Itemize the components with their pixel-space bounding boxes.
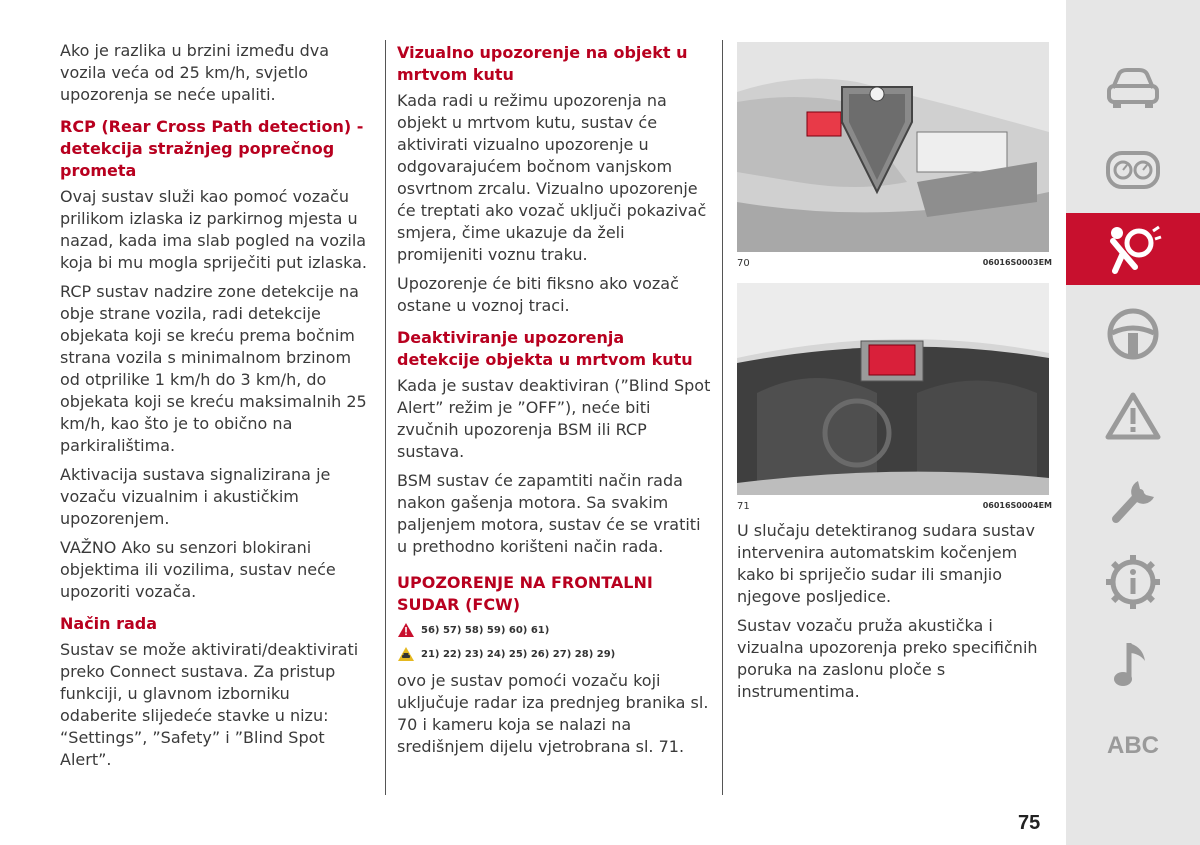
paragraph: VAŽNO Ako su senzori blokirani objektima ili vozilima, sustav neće upozoriti vozača. bbox=[60, 538, 336, 601]
heading-rcp: RCP (Rear Cross Path detection) - detekcija stražnjeg poprečnog prometa bbox=[60, 117, 364, 180]
paragraph: ovo je sustav pomoći vozaču koji uključuje radar iza prednjeg branika sl. 70 i kameru koja se nalazi na središnjem dijelu vjetrobrana sl. 71. bbox=[397, 671, 709, 756]
dashboard-icon[interactable] bbox=[1066, 134, 1200, 206]
warning-ref-list: 56) 57) 58) 59) 60) 61) bbox=[421, 624, 550, 636]
figure-code: 06016S0004EM bbox=[982, 501, 1052, 510]
figure-number: 70 bbox=[737, 258, 750, 269]
windshield-illustration bbox=[737, 283, 1049, 495]
heading-visual-warning: Vizualno upozorenje na objekt u mrtvom kutu bbox=[397, 43, 688, 84]
heading-nacin-rada: Način rada bbox=[60, 614, 158, 633]
warning-triangle-icon bbox=[397, 622, 415, 638]
paragraph: BSM sustav će zapamtiti način rada nakon gašenja motora. Sa svakim paljenjem motora, sustav će se vratiti u prethodno korišteni način rada. bbox=[397, 471, 701, 556]
paragraph: Upozorenje će biti fiksno ako vozač ostane u voznoj traci. bbox=[397, 274, 679, 315]
heading-fcw: UPOZORENJE NA FRONTALNI SUDAR (FCW) bbox=[397, 573, 653, 614]
caution-car-icon bbox=[397, 646, 415, 662]
column-divider bbox=[722, 40, 723, 795]
paragraph: Sustav vozaču pruža akustička i vizualna upozorenja preko specifičnih poruka na zaslonu ploče s instrumentima. bbox=[737, 616, 1038, 701]
airbag-icon[interactable] bbox=[1066, 213, 1200, 285]
column-left bbox=[60, 40, 370, 778]
paragraph: U slučaju detektiranog sudara sustav intervenira automatskim kočenjem kako bi spriječio sudar ili smanjio njegove posljedice. bbox=[737, 521, 1035, 606]
paragraph: Ako je razlika u brzini između dva vozila veća od 25 km/h, svjetlo upozorenja se neće upaliti. bbox=[60, 41, 329, 104]
car-icon[interactable] bbox=[1066, 52, 1200, 124]
caution-references bbox=[397, 646, 712, 662]
paragraph: Kada radi u režimu upozorenja na objekt u mrtvom kutu, sustav će aktivirati vizualno upozorenje u odgovarajućem bočnom vanjskom osvrtnom zrcalu. Vizualno upozorenje će treptati ako vozač uključi pokazivač smjera, čime ukazuje da želi promijeniti voznu traku. bbox=[397, 91, 707, 264]
car-front-illustration bbox=[737, 42, 1049, 252]
paragraph: Aktivacija sustava signalizirana je vozaču vizualnim i akustičkim upozorenjem. bbox=[60, 465, 331, 528]
heading-deactivation: Deaktiviranje upozorenja detekcije objekta u mrtvom kutu bbox=[397, 328, 693, 369]
page-number: 75 bbox=[1018, 812, 1041, 834]
figure-71-windshield-camera bbox=[737, 283, 1049, 495]
paragraph: RCP sustav nadzire zone detekcije na obje strane vozila, radi detekcije objekata koji se kreću prema bočnim strana vozila s minimalnom brzinom od otprilike 1 km/h do 3 km/h, do objekata koji se kreću maksimalnih 25 km/h, kao što je to obično na parkiralištima. bbox=[60, 282, 367, 455]
abc-index-button[interactable] bbox=[1066, 710, 1200, 782]
steering-wheel-icon[interactable] bbox=[1066, 298, 1200, 370]
info-gear-icon[interactable] bbox=[1066, 546, 1200, 618]
paragraph: Ovaj sustav služi kao pomoć vozaču prilikom izlaska iz parkirnog mjesta u nazad, kada ima slab pogled na vozila koja bi mu mogla spriječiti put izlaska. bbox=[60, 187, 367, 272]
figure-number: 71 bbox=[737, 501, 750, 512]
figure-70-caption bbox=[737, 258, 1052, 269]
warning-references bbox=[397, 622, 712, 638]
paragraph: Sustav se može aktivirati/deaktivirati preko Connect sustava. Za pristup funkciji, u glavnom izborniku odaberite slijedeće stavke u nizu: “Settings”, ”Safety” i ”Blind Spot Alert”. bbox=[60, 640, 359, 769]
figure-71-caption bbox=[737, 501, 1052, 512]
paragraph: Kada je sustav deaktiviran (”Blind Spot Alert” režim je ”OFF”), neće biti zvučnih upozorenja BSM ili RCP sustava. bbox=[397, 376, 711, 461]
abc-label: ABC bbox=[1107, 732, 1159, 759]
column-right bbox=[737, 42, 1052, 710]
column-middle bbox=[397, 40, 712, 765]
chapter-sidebar bbox=[1066, 0, 1200, 845]
figure-code: 06016S0003EM bbox=[982, 258, 1052, 267]
caution-ref-list: 21) 22) 23) 24) 25) 26) 27) 28) 29) bbox=[421, 648, 616, 660]
column-divider bbox=[385, 40, 386, 795]
warning-triangle-icon[interactable] bbox=[1066, 380, 1200, 452]
figure-70-front-radar bbox=[737, 42, 1049, 252]
music-note-icon[interactable] bbox=[1066, 628, 1200, 700]
wrench-icon[interactable] bbox=[1066, 464, 1200, 536]
